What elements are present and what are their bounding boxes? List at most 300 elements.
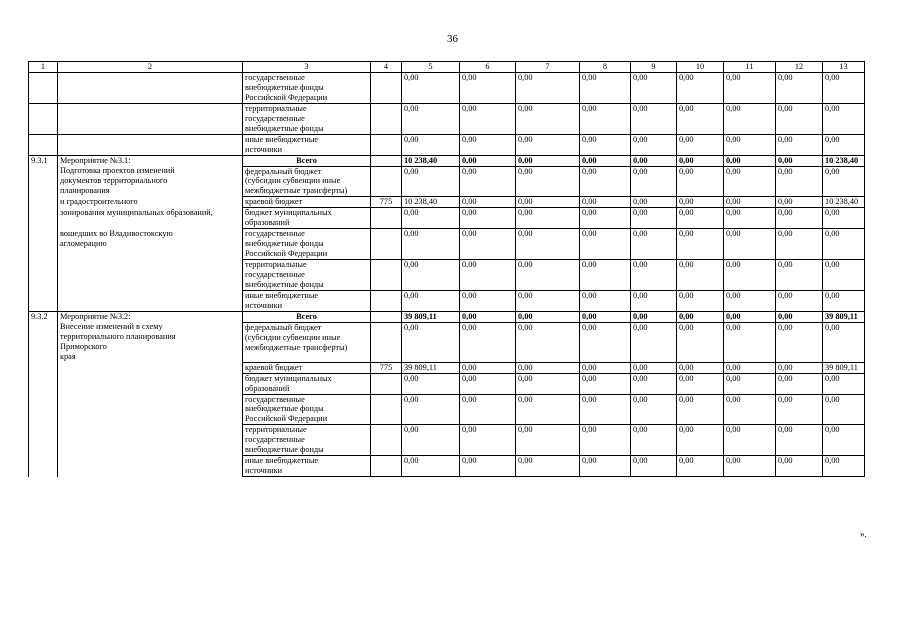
- budget-code-cell: [371, 425, 402, 456]
- measure-name-cell: [58, 362, 243, 373]
- funding-source-line: внебюджетные фонды: [245, 445, 324, 455]
- funding-source-line: межбюджетные трансферты): [245, 342, 348, 352]
- amount-cell: 0,00: [402, 260, 460, 291]
- amount-cell: 0,00: [631, 166, 677, 197]
- amount-cell: 0,00: [677, 134, 724, 155]
- measure-name-cell: [58, 134, 243, 155]
- column-number-header: 4: [371, 62, 402, 73]
- measure-name-cell: [58, 166, 243, 197]
- amount-cell: 0,00: [580, 134, 631, 155]
- amount-cell: 0,00: [460, 456, 516, 477]
- amount-cell: 0,00: [677, 229, 724, 260]
- funding-source-cell: [243, 373, 371, 394]
- amount-cell: 0,00: [516, 72, 580, 103]
- funding-source-cell: [243, 260, 371, 291]
- amount-cell: 0,00: [724, 456, 776, 477]
- budget-code-cell: [371, 155, 402, 166]
- amount-cell: 0,00: [631, 290, 677, 311]
- column-number-header: 8: [580, 62, 631, 73]
- amount-cell: 0,00: [631, 322, 677, 362]
- amount-cell: 0,00: [402, 103, 460, 134]
- amount-cell: 0,00: [776, 311, 823, 322]
- amount-cell: 0,00: [823, 373, 865, 394]
- measure-name-line: края: [60, 352, 76, 362]
- amount-cell: 0,00: [677, 208, 724, 229]
- amount-cell: 0,00: [823, 394, 865, 425]
- funding-source-line: межбюджетные трансферты): [245, 186, 348, 196]
- table-row: [29, 197, 865, 208]
- measure-name-cell: [58, 103, 243, 134]
- amount-cell: 0,00: [580, 362, 631, 373]
- amount-cell: 0,00: [580, 311, 631, 322]
- amount-cell: 0,00: [776, 322, 823, 362]
- measure-name-cell: [58, 373, 243, 394]
- funding-source-line: федеральный бюджет: [245, 166, 322, 176]
- amount-cell: 0,00: [724, 425, 776, 456]
- amount-cell: 0,00: [677, 311, 724, 322]
- amount-cell: 0,00: [677, 394, 724, 425]
- funding-source-line: территориальные: [245, 103, 307, 113]
- measure-number-cell: [29, 373, 58, 394]
- amount-cell: 10 238,40: [402, 197, 460, 208]
- funding-source-line: государственные: [245, 113, 305, 123]
- table-row: [29, 373, 865, 394]
- table-row: [29, 208, 865, 229]
- amount-cell: 0,00: [724, 362, 776, 373]
- funding-source-cell: [243, 197, 371, 208]
- table-row: [29, 72, 865, 103]
- funding-source-line: краевой бюджет: [245, 197, 303, 207]
- funding-source-cell: [243, 322, 371, 362]
- amount-cell: 0,00: [823, 229, 865, 260]
- amount-cell: 0,00: [402, 394, 460, 425]
- amount-cell: 0,00: [677, 260, 724, 291]
- measure-name-line: Внесение изменений в схему: [60, 322, 163, 332]
- amount-cell: 0,00: [677, 166, 724, 197]
- amount-cell: 0,00: [631, 197, 677, 208]
- column-number-header: 11: [724, 62, 776, 73]
- amount-cell: 0,00: [776, 166, 823, 197]
- measure-number-cell: [29, 229, 58, 260]
- funding-source-line: внебюджетные фонды: [245, 280, 324, 290]
- funding-source-line: внебюджетные фонды: [245, 239, 324, 249]
- amount-cell: 0,00: [724, 166, 776, 197]
- amount-cell: 0,00: [776, 425, 823, 456]
- amount-cell: 0,00: [516, 229, 580, 260]
- amount-cell: 0,00: [823, 166, 865, 197]
- amount-cell: 0,00: [776, 72, 823, 103]
- measure-name-line: агломерацию: [60, 238, 107, 248]
- column-number-header: 2: [58, 62, 243, 73]
- amount-cell: 0,00: [776, 362, 823, 373]
- amount-cell: 0,00: [402, 166, 460, 197]
- funding-source-line: территориальные: [245, 425, 307, 435]
- measure-number-cell: 9.3.2: [29, 311, 58, 322]
- table-row: [29, 134, 865, 155]
- table-row: [29, 103, 865, 134]
- amount-cell: 0,00: [580, 456, 631, 477]
- amount-cell: 0,00: [460, 72, 516, 103]
- amount-cell: 0,00: [460, 290, 516, 311]
- amount-cell: 0,00: [460, 155, 516, 166]
- measure-name-cell: [58, 197, 243, 208]
- funding-source-cell: [243, 425, 371, 456]
- funding-source-line: Российской Федерации: [245, 414, 328, 424]
- amount-cell: 0,00: [516, 311, 580, 322]
- funding-source-line: государственные: [245, 270, 305, 280]
- measure-name-cell: [58, 155, 243, 166]
- amount-cell: 0,00: [580, 72, 631, 103]
- amount-cell: 0,00: [724, 72, 776, 103]
- amount-cell: 0,00: [776, 290, 823, 311]
- amount-cell: 0,00: [516, 290, 580, 311]
- table-row: [29, 260, 865, 291]
- measure-number-cell: [29, 362, 58, 373]
- column-number-header: 7: [516, 62, 580, 73]
- amount-cell: 0,00: [823, 456, 865, 477]
- amount-cell: 0,00: [460, 134, 516, 155]
- column-number-header: 13: [823, 62, 865, 73]
- amount-cell: 0,00: [402, 229, 460, 260]
- amount-cell: 0,00: [823, 322, 865, 362]
- measure-number-cell: [29, 322, 58, 362]
- funding-source-line: источники: [245, 466, 283, 476]
- amount-cell: 0,00: [402, 322, 460, 362]
- budget-code-cell: [371, 208, 402, 229]
- amount-cell: 0,00: [580, 322, 631, 362]
- funding-source-cell: [243, 362, 371, 373]
- funding-source-line: государственные: [245, 229, 305, 239]
- amount-cell: 0,00: [460, 166, 516, 197]
- amount-cell: 0,00: [580, 290, 631, 311]
- table-row: [29, 166, 865, 197]
- amount-cell: 0,00: [631, 103, 677, 134]
- table-row: [29, 155, 865, 166]
- amount-cell: 0,00: [776, 155, 823, 166]
- amount-cell: 0,00: [776, 103, 823, 134]
- funding-source-line: иные внебюджетные: [245, 134, 319, 144]
- funding-source-line: бюджет муниципальных: [245, 373, 332, 383]
- amount-cell: 0,00: [724, 103, 776, 134]
- funding-source-line: государственные: [245, 435, 305, 445]
- budget-code-cell: [371, 394, 402, 425]
- amount-cell: 0,00: [677, 322, 724, 362]
- budget-code-cell: 775: [371, 362, 402, 373]
- amount-cell: 0,00: [677, 425, 724, 456]
- amount-cell: 0,00: [516, 134, 580, 155]
- funding-source-line: Всего: [296, 311, 317, 321]
- amount-cell: 0,00: [631, 155, 677, 166]
- amount-cell: 0,00: [776, 456, 823, 477]
- measure-name-cell: [58, 290, 243, 311]
- funding-source-line: образований: [245, 383, 290, 393]
- measure-name-cell: [58, 260, 243, 291]
- amount-cell: 0,00: [580, 166, 631, 197]
- funding-source-cell: [243, 456, 371, 477]
- measure-number-cell: [29, 208, 58, 229]
- measure-number-cell: 9.3.1: [29, 155, 58, 166]
- amount-cell: 0,00: [580, 425, 631, 456]
- funding-source-line: иные внебюджетные: [245, 290, 319, 300]
- measure-name-cell: [58, 72, 243, 103]
- measure-name-line: территориального планирования: [60, 332, 176, 342]
- funding-source-line: (субсидии субвенции иные: [245, 332, 341, 342]
- amount-cell: 0,00: [580, 103, 631, 134]
- amount-cell: 0,00: [631, 72, 677, 103]
- budget-code-cell: [371, 311, 402, 322]
- funding-source-line: краевой бюджет: [245, 362, 303, 372]
- amount-cell: 39 809,11: [402, 362, 460, 373]
- measure-number-cell: [29, 394, 58, 425]
- amount-cell: 0,00: [823, 425, 865, 456]
- measure-name-line: документов территориального: [60, 175, 168, 185]
- amount-cell: 0,00: [516, 322, 580, 362]
- amount-cell: 0,00: [460, 362, 516, 373]
- amount-cell: 0,00: [631, 311, 677, 322]
- amount-cell: 10 238,40: [823, 197, 865, 208]
- amount-cell: 0,00: [823, 260, 865, 291]
- funding-source-cell: [243, 134, 371, 155]
- amount-cell: 0,00: [631, 229, 677, 260]
- funding-source-line: внебюджетные фонды: [245, 404, 324, 414]
- amount-cell: 0,00: [724, 311, 776, 322]
- measure-number-cell: [29, 72, 58, 103]
- budget-code-cell: 775: [371, 197, 402, 208]
- budget-code-cell: [371, 290, 402, 311]
- funding-source-line: внебюджетные фонды: [245, 82, 324, 92]
- table-row: [29, 394, 865, 425]
- column-number-header: 5: [402, 62, 460, 73]
- closing-quote-mark: ».: [860, 529, 867, 539]
- funding-source-line: территориальные: [245, 260, 307, 270]
- amount-cell: 0,00: [460, 229, 516, 260]
- table-row: [29, 322, 865, 362]
- page-number: 36: [447, 33, 458, 45]
- funding-source-line: федеральный бюджет: [245, 322, 322, 332]
- amount-cell: 0,00: [724, 290, 776, 311]
- budget-code-cell: [371, 72, 402, 103]
- measure-title: Мероприятие №3.1:: [60, 155, 131, 165]
- amount-cell: 0,00: [516, 208, 580, 229]
- amount-cell: 0,00: [631, 362, 677, 373]
- column-number-header: 12: [776, 62, 823, 73]
- amount-cell: 0,00: [677, 197, 724, 208]
- funding-source-line: источники: [245, 300, 283, 310]
- measure-number-cell: [29, 134, 58, 155]
- amount-cell: 0,00: [724, 208, 776, 229]
- amount-cell: 0,00: [516, 373, 580, 394]
- amount-cell: 0,00: [776, 229, 823, 260]
- amount-cell: 0,00: [402, 373, 460, 394]
- amount-cell: 0,00: [677, 362, 724, 373]
- budget-table: [28, 61, 865, 477]
- amount-cell: 0,00: [580, 197, 631, 208]
- measure-name-cell: [58, 456, 243, 477]
- measure-number-cell: [29, 290, 58, 311]
- amount-cell: 10 238,40: [823, 155, 865, 166]
- amount-cell: 0,00: [677, 373, 724, 394]
- budget-code-cell: [371, 456, 402, 477]
- funding-source-line: (субсидии субвенции иные: [245, 176, 341, 186]
- amount-cell: 0,00: [724, 197, 776, 208]
- amount-cell: 0,00: [460, 425, 516, 456]
- amount-cell: 39 809,11: [402, 311, 460, 322]
- amount-cell: 0,00: [724, 373, 776, 394]
- funding-source-cell: [243, 394, 371, 425]
- amount-cell: 0,00: [724, 155, 776, 166]
- budget-code-cell: [371, 166, 402, 197]
- measure-name-line: вошедших во Владивостокскую: [60, 228, 173, 238]
- amount-cell: 0,00: [776, 208, 823, 229]
- amount-cell: 0,00: [823, 134, 865, 155]
- table-row: [29, 311, 865, 322]
- measure-name-cell: [58, 229, 243, 260]
- amount-cell: 0,00: [580, 394, 631, 425]
- column-number-header: 6: [460, 62, 516, 73]
- budget-code-cell: [371, 322, 402, 362]
- amount-cell: 39 809,11: [823, 311, 865, 322]
- amount-cell: 0,00: [677, 103, 724, 134]
- table-row: [29, 456, 865, 477]
- measure-number-cell: [29, 166, 58, 197]
- measure-name-line: Подготовка проектов изменений: [60, 166, 175, 176]
- table-row: [29, 229, 865, 260]
- measure-number-cell: [29, 103, 58, 134]
- table-header-row: [29, 62, 865, 73]
- measure-name-line: Приморского: [60, 342, 107, 352]
- budget-code-cell: [371, 260, 402, 291]
- measure-name-line: зонирования муниципальных образований,: [60, 207, 213, 217]
- amount-cell: 0,00: [402, 208, 460, 229]
- measure-title: Мероприятие №3.2:: [60, 311, 131, 321]
- table-row: [29, 425, 865, 456]
- funding-source-line: Всего: [296, 155, 317, 165]
- amount-cell: 0,00: [631, 134, 677, 155]
- amount-cell: 0,00: [677, 456, 724, 477]
- budget-code-cell: [371, 103, 402, 134]
- amount-cell: 0,00: [823, 103, 865, 134]
- measure-number-cell: [29, 260, 58, 291]
- amount-cell: 0,00: [460, 322, 516, 362]
- measure-name-cell: [58, 208, 243, 229]
- amount-cell: 39 809,11: [823, 362, 865, 373]
- funding-source-line: Российской Федерации: [245, 92, 328, 102]
- amount-cell: 0,00: [724, 229, 776, 260]
- amount-cell: 0,00: [516, 425, 580, 456]
- measure-number-cell: [29, 197, 58, 208]
- amount-cell: 0,00: [677, 72, 724, 103]
- amount-cell: 0,00: [631, 394, 677, 425]
- amount-cell: 0,00: [724, 394, 776, 425]
- column-number-header: 9: [631, 62, 677, 73]
- amount-cell: 0,00: [402, 290, 460, 311]
- amount-cell: 0,00: [460, 197, 516, 208]
- column-number-header: 1: [29, 62, 58, 73]
- amount-cell: 0,00: [580, 155, 631, 166]
- amount-cell: 0,00: [631, 456, 677, 477]
- amount-cell: 0,00: [580, 208, 631, 229]
- amount-cell: 0,00: [823, 290, 865, 311]
- amount-cell: 0,00: [724, 134, 776, 155]
- amount-cell: 0,00: [724, 322, 776, 362]
- funding-source-line: бюджет муниципальных: [245, 208, 332, 218]
- amount-cell: 0,00: [631, 208, 677, 229]
- funding-source-cell: [243, 155, 371, 166]
- amount-cell: 10 238,40: [402, 155, 460, 166]
- funding-source-cell: [243, 72, 371, 103]
- amount-cell: 0,00: [776, 394, 823, 425]
- amount-cell: 0,00: [776, 197, 823, 208]
- amount-cell: 0,00: [580, 229, 631, 260]
- measure-name-line: и градостроительного: [60, 196, 138, 206]
- amount-cell: 0,00: [460, 208, 516, 229]
- funding-source-line: Российской Федерации: [245, 249, 328, 259]
- measure-number-cell: [29, 456, 58, 477]
- amount-cell: 0,00: [516, 456, 580, 477]
- table-row: [29, 290, 865, 311]
- funding-source-line: внебюджетные фонды: [245, 123, 324, 133]
- amount-cell: 0,00: [402, 425, 460, 456]
- amount-cell: 0,00: [516, 260, 580, 291]
- amount-cell: 0,00: [776, 260, 823, 291]
- amount-cell: 0,00: [516, 362, 580, 373]
- funding-source-line: государственные: [245, 394, 305, 404]
- amount-cell: 0,00: [724, 260, 776, 291]
- measure-name-cell: [58, 425, 243, 456]
- funding-source-line: источники: [245, 144, 283, 154]
- amount-cell: 0,00: [580, 373, 631, 394]
- funding-source-cell: [243, 166, 371, 197]
- funding-source-cell: [243, 290, 371, 311]
- amount-cell: 0,00: [776, 134, 823, 155]
- column-number-header: 3: [243, 62, 371, 73]
- funding-source-line: иные внебюджетные: [245, 456, 319, 466]
- amount-cell: 0,00: [460, 394, 516, 425]
- funding-source-cell: [243, 103, 371, 134]
- funding-source-cell: [243, 311, 371, 322]
- amount-cell: 0,00: [677, 155, 724, 166]
- measure-name-line: планирования: [60, 185, 110, 195]
- budget-code-cell: [371, 229, 402, 260]
- amount-cell: 0,00: [631, 373, 677, 394]
- amount-cell: 0,00: [460, 373, 516, 394]
- amount-cell: 0,00: [677, 290, 724, 311]
- amount-cell: 0,00: [516, 166, 580, 197]
- table-row: [29, 362, 865, 373]
- amount-cell: 0,00: [516, 394, 580, 425]
- amount-cell: 0,00: [460, 311, 516, 322]
- amount-cell: 0,00: [631, 260, 677, 291]
- amount-cell: 0,00: [460, 260, 516, 291]
- amount-cell: 0,00: [516, 197, 580, 208]
- measure-name-cell: [58, 322, 243, 362]
- column-number-header: 10: [677, 62, 724, 73]
- amount-cell: 0,00: [776, 373, 823, 394]
- amount-cell: 0,00: [460, 103, 516, 134]
- amount-cell: 0,00: [402, 456, 460, 477]
- amount-cell: 0,00: [580, 260, 631, 291]
- amount-cell: 0,00: [402, 134, 460, 155]
- amount-cell: 0,00: [402, 72, 460, 103]
- amount-cell: 0,00: [516, 155, 580, 166]
- budget-code-cell: [371, 373, 402, 394]
- amount-cell: 0,00: [823, 72, 865, 103]
- amount-cell: 0,00: [823, 208, 865, 229]
- funding-source-cell: [243, 229, 371, 260]
- funding-source-line: государственные: [245, 72, 305, 82]
- measure-number-cell: [29, 425, 58, 456]
- measure-name-cell: [58, 394, 243, 425]
